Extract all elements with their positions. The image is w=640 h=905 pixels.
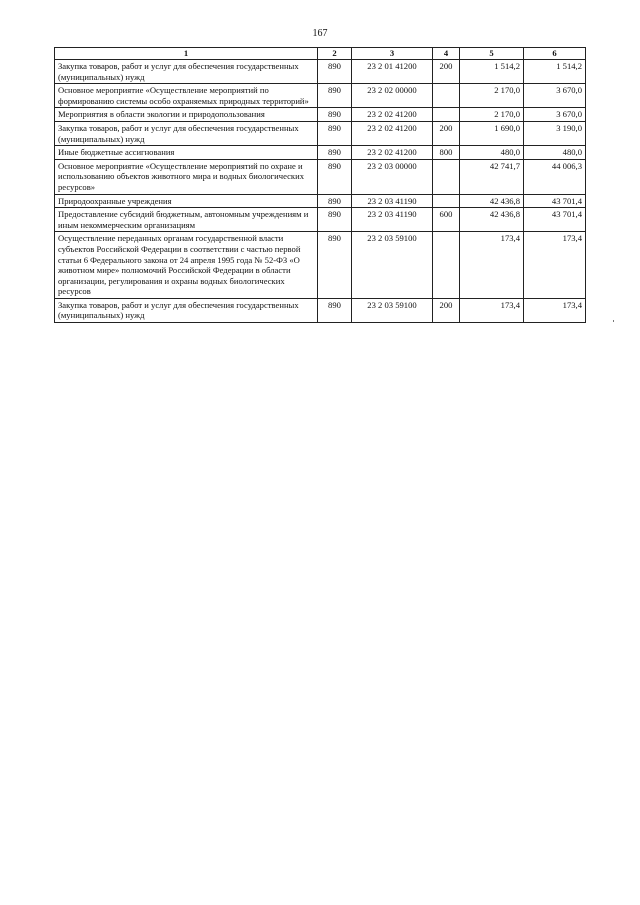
row-target-code: 23 2 02 41200 <box>352 146 433 160</box>
row-amount-2: 3 670,0 <box>524 108 586 122</box>
row-amount-2: 43 701,4 <box>524 194 586 208</box>
row-target-code: 23 2 03 00000 <box>352 159 433 194</box>
row-expense-type: 200 <box>433 121 460 145</box>
row-ministry-code: 890 <box>318 208 352 232</box>
row-target-code: 23 2 02 41200 <box>352 108 433 122</box>
row-amount-2: 3 670,0 <box>524 84 586 108</box>
table-row <box>55 121 586 145</box>
table-row <box>55 146 586 160</box>
row-ministry-code: 890 <box>318 84 352 108</box>
row-expense-type <box>433 159 460 194</box>
scan-margin-mark <box>613 320 614 322</box>
row-target-code: 23 2 03 59100 <box>352 298 433 322</box>
row-ministry-code: 890 <box>318 159 352 194</box>
row-name: Закупка товаров, работ и услуг для обеспечения государственных (муниципальных) нужд <box>55 121 318 145</box>
row-expense-type <box>433 194 460 208</box>
row-amount-1: 2 170,0 <box>460 84 524 108</box>
row-ministry-code: 890 <box>318 121 352 145</box>
header-cell-4: 4 <box>433 48 460 60</box>
row-amount-1: 42 436,8 <box>460 194 524 208</box>
row-expense-type: 600 <box>433 208 460 232</box>
table-row <box>55 232 586 299</box>
row-name: Закупка товаров, работ и услуг для обеспечения государственных (муниципальных) нужд <box>55 60 318 84</box>
table-row <box>55 194 586 208</box>
header-row <box>55 48 586 60</box>
row-target-code: 23 2 03 41190 <box>352 194 433 208</box>
row-amount-2: 43 701,4 <box>524 208 586 232</box>
row-amount-2: 173,4 <box>524 232 586 299</box>
row-amount-1: 2 170,0 <box>460 108 524 122</box>
row-ministry-code: 890 <box>318 194 352 208</box>
table-row <box>55 298 586 322</box>
row-amount-2: 173,4 <box>524 298 586 322</box>
row-amount-2: 44 006,3 <box>524 159 586 194</box>
row-amount-1: 173,4 <box>460 232 524 299</box>
row-name: Закупка товаров, работ и услуг для обеспечения государственных (муниципальных) нужд <box>55 298 318 322</box>
budget-table <box>54 47 586 323</box>
table-row <box>55 84 586 108</box>
row-amount-1: 173,4 <box>460 298 524 322</box>
table-row <box>55 108 586 122</box>
row-ministry-code: 890 <box>318 232 352 299</box>
table-row <box>55 60 586 84</box>
row-expense-type <box>433 232 460 299</box>
row-expense-type: 800 <box>433 146 460 160</box>
table-row <box>55 159 586 194</box>
header-cell-1: 1 <box>55 48 318 60</box>
row-ministry-code: 890 <box>318 108 352 122</box>
row-name: Иные бюджетные ассигнования <box>55 146 318 160</box>
row-amount-1: 42 741,7 <box>460 159 524 194</box>
row-target-code: 23 2 02 41200 <box>352 121 433 145</box>
row-name: Природоохранные учреждения <box>55 194 318 208</box>
row-target-code: 23 2 03 59100 <box>352 232 433 299</box>
row-target-code: 23 2 03 41190 <box>352 208 433 232</box>
row-name: Мероприятия в области экологии и природопользования <box>55 108 318 122</box>
header-cell-5: 5 <box>460 48 524 60</box>
row-amount-1: 1 690,0 <box>460 121 524 145</box>
row-ministry-code: 890 <box>318 146 352 160</box>
header-cell-3: 3 <box>352 48 433 60</box>
row-target-code: 23 2 02 00000 <box>352 84 433 108</box>
table-body <box>55 60 586 323</box>
page-number: 167 <box>312 28 328 39</box>
row-amount-2: 1 514,2 <box>524 60 586 84</box>
row-amount-2: 480,0 <box>524 146 586 160</box>
row-amount-1: 480,0 <box>460 146 524 160</box>
row-expense-type <box>433 108 460 122</box>
row-amount-2: 3 190,0 <box>524 121 586 145</box>
row-expense-type: 200 <box>433 60 460 84</box>
row-target-code: 23 2 01 41200 <box>352 60 433 84</box>
row-expense-type: 200 <box>433 298 460 322</box>
row-amount-1: 1 514,2 <box>460 60 524 84</box>
row-expense-type <box>433 84 460 108</box>
table-row <box>55 208 586 232</box>
header-cell-6: 6 <box>524 48 586 60</box>
row-name: Основное мероприятие «Осуществление мероприятий по формированию системы особо охраняемых природных территорий» <box>55 84 318 108</box>
header-cell-2: 2 <box>318 48 352 60</box>
row-ministry-code: 890 <box>318 60 352 84</box>
row-amount-1: 42 436,8 <box>460 208 524 232</box>
row-name: Основное мероприятие «Осуществление мероприятий по охране и использованию объектов животного мира и водных биологических ресурсов» <box>55 159 318 194</box>
row-name: Предоставление субсидий бюджетным, автономным учреждениям и иным некоммерческим организациям <box>55 208 318 232</box>
row-name: Осуществление переданных органам государственной власти субъектов Российской Федерации в соответствии с частью первой статьи 6 Федерального закона от 24 апреля 1995 года № 52-ФЗ «О животном мире» полномочий Российской Федерации в области организации, регулирования и охраны водных биологических ресурсов <box>55 232 318 299</box>
row-ministry-code: 890 <box>318 298 352 322</box>
